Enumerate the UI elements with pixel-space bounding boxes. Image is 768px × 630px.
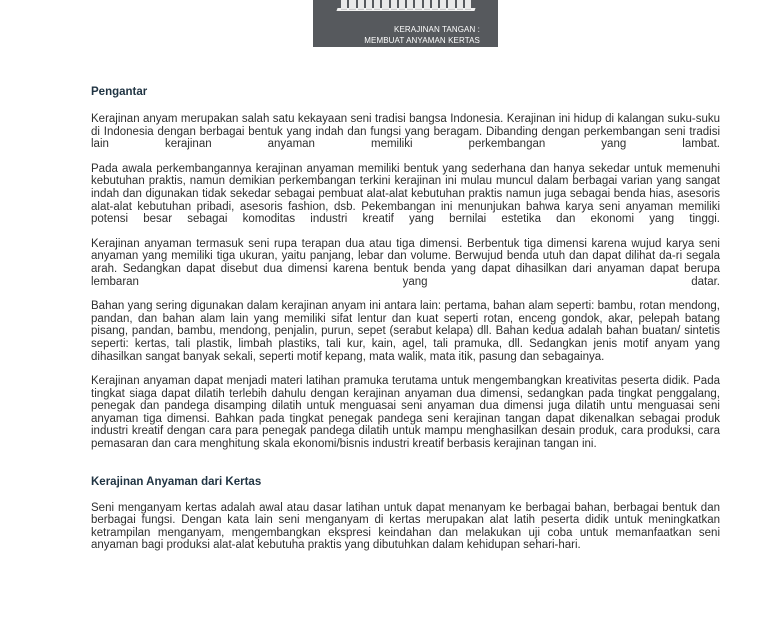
woven-paper-illustration [341,0,471,10]
cover-image [313,0,498,47]
paragraph: Kerajinan anyam merupakan salah satu kekayaan seni tradisi bangsa Indonesia. Kerajinan ini hidup di kalangan suku-suku di Indonesia dengan berbagai bentuk yang indah dan fungsi yang beragam. Dibanding dengan perkembangan seni tradisi lain kerajinan anyaman memiliki perkembangan yang lambat. [91,113,720,151]
section-heading-pengantar: Pengantar [91,86,148,98]
cover-title-line-1: KERAJINAN TANGAN : [394,25,480,34]
paragraph: Kerajinan anyaman termasuk seni rupa terapan dua atau tiga dimensi. Berbentuk tiga dimensi karena wujud karya seni anyaman yang memiliki tiga ukuran, yaitu panjang, lebar dan volume. Berwujud benda utuh dan dapat dilihat da-ri segala arah. Sedangkan dapat disebut dua dimensi karena bentuk benda yang dapat dihasilkan dari anyaman dapat berupa lembaran yang datar. [91,237,720,288]
cover-title [364,24,480,46]
paragraph: Pada awala perkembangannya kerajinan anyaman memiliki bentuk yang sederhana dan hanya sekedar untuk memenuhi kebutuhan praktis, namun demikian perkembangan terkini kerajinan ini mulau muncul dalam berbagai varian yang sangat indah dan digunakan tidak sekedar sebagai pembuat alat-alat kebutuhan praktis namun juga sebagai benda hias, asesoris alat-alat kebutuhan pribadi, asesoris fashion, dsb. Pekembangan ini menunjukan bahwa karya seni anyaman memiliki potensi besar sebagai komoditas industri kreatif yang bernilai estetika dan ekonomi yang tinggi. [91,162,720,226]
article-body [91,85,720,552]
cover-title-line-2: MEMBUAT ANYAMAN KERTAS [364,36,480,45]
paragraph: Bahan yang sering digunakan dalam kerajinan anyam ini antara lain: pertama, bahan alam seperti: bambu, rotan mendong, pandan, dan bahan alam lain yang memiliki sifat lentur dan kuat seperti rotan, enceng gondok, akar, pelepah batang pisang, pandan, bambu, mendong, penjalin, purun, sepet (serabut kelapa) dll. Bahan kedua adalah bahan buatan/ sintetis seperti: kertas, tali plastik, limbah plastiks, tali kur, kain, agel, tali pramuka, dll. Sedangkan jenis motif anyam yang dihasilkan sangat banyak sekali, seperti motif kepang, mata walik, mata itik, pasung dan sebagainya. [91,300,720,363]
section-heading-kerajinan-anyaman-kertas: Kerajinan Anyaman dari Kertas [91,475,262,488]
paragraph: Seni menganyam kertas adalah awal atau dasar latihan untuk dapat menanyam ke berbagai bahan, berbagai bentuk dan berbagai fungsi. Dengan kata lain seni menganyam di kertas merupakan alat latih peserta didik untuk meningkatkan ketrampilan menganyam, mengembangkan ekspresi keindahan dan melakukan uji coba untuk memanfaatkan seni anyaman bagi produksi alat-alat kebutuha praktis yang dibutuhkan dalam kehidupan sehari-hari. [91,501,720,552]
paragraph: Kerajinan anyaman dapat menjadi materi latihan pramuka terutama untuk mengembangkan kreativitas peserta didik. Pada tingkat siaga dapat dilatih terlebih dahulu dengan kerajinan anyaman dua dimensi, sedangkan pada tingkat penggalang, penegak dan pandega disamping dilatih untuk menguasai seni anyaman dua dimensi juga dilatih untu menguasai seni anyaman tiga dimensi. Bahkan pada tingkat penegak pandega seni kerajinan tangan dapat dikenalkan sebagai produk industri kreatif dengan cara para penegak pandega dilatih untuk mampu menghasilkan desain produk, cara produksi, cara pemasaran dan cara menghitung skala ekonomi/bisnis industri kreatif berbasis kerajinan tangan ini. [91,375,720,451]
